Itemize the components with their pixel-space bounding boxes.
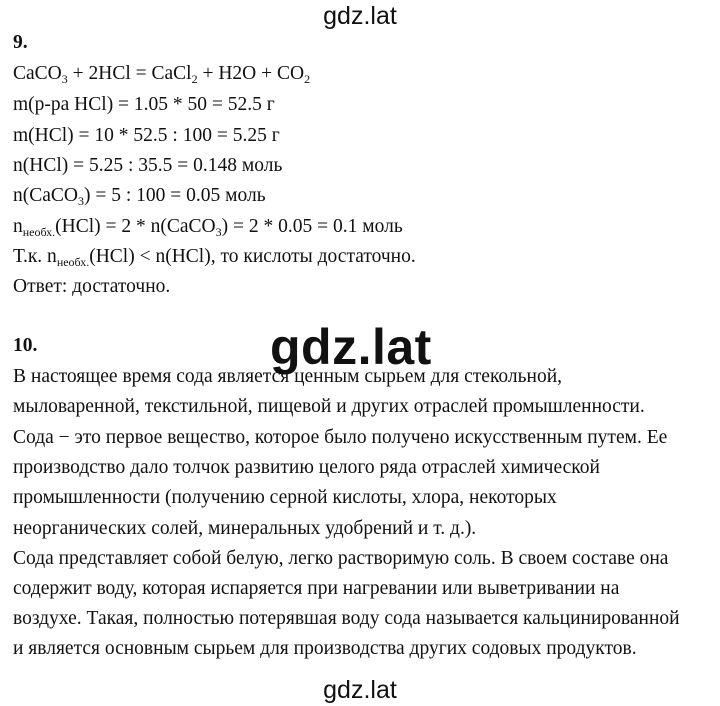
task-10-number: 10. [13,335,38,356]
paragraph-line: В настоящее время сода является ценным сырьем для стекольной, [13,366,563,387]
paragraph-line: и является основным сырьем для производства других содовых продуктов. [13,638,637,659]
paragraph-line: неорганических солей, минеральных удобрений и т. д.). [13,518,477,539]
solution-mass-line: m(р-ра HCl) = 1.05 * 50 = 52.5 г [13,94,275,115]
watermark-middle: gdz.lat [270,319,432,375]
paragraph-line: Сода − это первое вещество, которое было получено искусственным путем. Ее [13,427,668,448]
equation-line: CaCO$_3$ + 2HCl = CaCl$_2$ + $H2O + CO_2$ [13,63,311,86]
paragraph-line: производство дало толчок развитию целого ряда отраслей химической [13,457,600,478]
caco3-moles-line: n(CaCO$_3$) = 5 : 100 = 0.05 моль [13,185,266,208]
task-9-number: 9. [13,32,28,53]
hcl-moles-line: n(HCl) = 5.25 : 35.5 = 0.148 моль [13,155,283,176]
paragraph-line: мыловаренной, текстильной, пищевой и других отраслей промышленности. [13,396,645,417]
watermark-top: gdz.lat [323,2,397,30]
required-hcl-line: $n_{необх.}(HCl) = 2$ * n(CaCO$_3$) = 2 * 0.05 = 0.1 моль [13,216,403,239]
paragraph-line: воздухе. Такая, полностью потерявшая воду сода называется кальцинированной [13,608,680,629]
paragraph-line: промышленности (получению серной кислоты, хлора, некоторых [13,487,557,508]
paragraph-line: содержит воду, которая испаряется при нагревании или выветривании на [13,578,620,599]
paragraph-line: Сода представляет собой белую, легко растворимую соль. В своем составе она [13,548,669,569]
answer-line: Ответ: достаточно. [13,276,171,297]
conclusion-line: Т.к. $n_{необх.}(HCl) < n(HCl)$, то кислоты достаточно. [13,246,416,269]
watermark-bottom: gdz.lat [323,676,397,704]
hcl-mass-line: m(HCl) = 10 * 52.5 : 100 = 5.25 г [13,125,280,146]
